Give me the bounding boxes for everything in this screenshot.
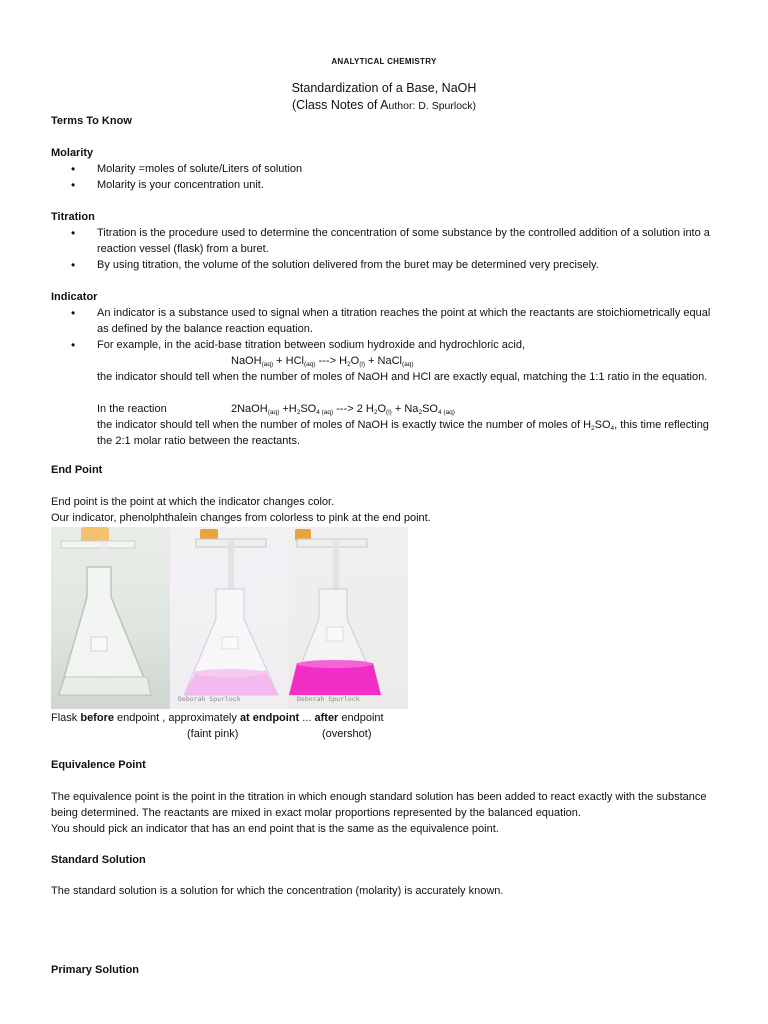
standard-para: The standard solution is a solution for which the concentration (molarity) is accurately known.	[51, 885, 504, 897]
photo-watermark: Deborah Spurlock	[178, 695, 241, 703]
molarity-heading: Molarity	[51, 147, 94, 159]
indicator-para-2	[51, 417, 721, 449]
eq-sub: (aq)	[304, 361, 316, 368]
end-point-line-1: End point is the point at which the indicator changes color.	[51, 496, 335, 508]
list-item: • Molarity is your concentration unit.	[51, 177, 721, 193]
caption-text: endpoint	[338, 712, 384, 724]
reaction-line	[51, 401, 721, 417]
standard-heading: Standard Solution	[51, 854, 146, 866]
caption-text: endpoint , approximately	[113, 712, 240, 724]
caption-bold: before	[80, 712, 114, 724]
caption-bold: at endpoint	[239, 712, 300, 724]
eq-sub: (aq)	[267, 409, 280, 416]
eq-sub: 2	[347, 361, 351, 368]
para-sub: 2	[591, 425, 595, 432]
flask-photo-strip	[51, 527, 408, 709]
flask-bright-pink-illustration	[289, 527, 408, 709]
equivalence-line-2: You should pick an indicator that has an end point that is the same as the equivalence point.	[51, 823, 499, 835]
para-text: SO	[594, 419, 611, 431]
primary-heading: Primary Solution	[51, 964, 140, 976]
photo-caption	[51, 710, 721, 726]
list-item: • Titration is the procedure used to determine the concentration of some substance by the controlled addition of a solution into a reaction vessel (flask) from a buret.	[51, 225, 721, 257]
end-point-heading: End Point	[51, 464, 103, 476]
flask-faint-pink-photo	[170, 527, 289, 709]
indicator-para-1: the indicator should tell when the number of moles of NaOH and HCl are exactly equal, matching the 1:1 ratio in the equation.	[97, 371, 708, 383]
terms-heading: Terms To Know	[51, 115, 132, 127]
equation-naoh-hcl	[51, 353, 721, 369]
flask-faint-pink-illustration	[170, 527, 289, 709]
molarity-list	[51, 161, 721, 193]
equivalence-heading: Equivalence Point	[51, 759, 146, 771]
flask-clear-illustration	[51, 527, 170, 709]
eq-term: SO	[422, 403, 438, 415]
list-item: • For example, in the acid-base titration between sodium hydroxide and hydrochloric acid,	[51, 337, 721, 353]
eq-sub: (l)	[359, 361, 366, 368]
eq-term: O	[377, 403, 387, 415]
eq-term: 2NaOH	[231, 403, 268, 415]
list-item: • By using titration, the volume of the solution delivered from the buret may be determined very precisely.	[51, 257, 721, 273]
eq-term: + NaCl	[365, 355, 403, 367]
equivalence-para: The equivalence point is the point in the titration in which enough standard solution has been added to react exactly with the substance being determined. The reactants are mixed in exact molar proportions represented by the balanced equation.	[51, 791, 707, 819]
eq-sub: (aq)	[261, 361, 274, 368]
flask-before-photo	[51, 527, 170, 709]
photo-watermark: Deborah Spurlock	[297, 695, 360, 703]
subtitle-prefix: (Class Notes of A	[291, 98, 389, 112]
eq-sub: (l)	[386, 409, 392, 416]
titration-heading: Titration	[51, 211, 95, 223]
eq-sub: 2	[418, 409, 423, 416]
caption-bold: after	[314, 712, 339, 724]
subtitle-author: uthor: D. Spurlock)	[388, 100, 477, 112]
caption-text: ...	[299, 712, 315, 724]
eq-term: ---> H	[315, 355, 348, 367]
eq-term: + Na	[391, 403, 419, 415]
flask-overshot-photo	[289, 527, 408, 709]
eq-term: +H	[279, 403, 297, 415]
course-kicker: ANALYTICAL CHEMISTRY	[331, 57, 437, 66]
indicator-heading: Indicator	[51, 291, 98, 303]
caption-overshot: (overshot)	[322, 728, 372, 740]
eq-sub: (aq)	[402, 361, 414, 368]
caption-faint-pink: (faint pink)	[187, 728, 239, 740]
para-sub: 4	[610, 425, 615, 432]
eq-term: NaOH	[231, 355, 262, 367]
titration-list	[51, 225, 721, 273]
eq-term: ---> 2 H	[333, 403, 374, 415]
para-text: the indicator should tell when the number of moles of NaOH is exactly twice the number of moles of H	[97, 419, 592, 431]
eq-sub: 2	[373, 409, 378, 416]
end-point-line-2: Our indicator, phenolphthalein changes from colorless to pink at the end point.	[51, 512, 431, 524]
list-item: • Molarity =moles of solute/Liters of solution	[51, 161, 721, 177]
list-item: • An indicator is a substance used to signal when a titration reaches the point at which the reactants are stoichiometrically equal as defined by the balance reaction equation.	[51, 305, 721, 337]
eq-term: SO	[300, 403, 317, 415]
indicator-list	[51, 305, 721, 353]
para-text: , this time reflecting the 2:1 molar ratio between the reactants.	[97, 419, 709, 447]
reaction-label: In the reaction	[97, 403, 167, 415]
page-title: Standardization of a Base, NaOH	[291, 81, 477, 95]
eq-sub: 2	[296, 409, 301, 416]
eq-term: + HCl	[273, 355, 304, 367]
eq-term: O	[350, 355, 360, 367]
eq-sub: 4 (aq)	[437, 409, 455, 416]
eq-sub: 4 (aq)	[316, 409, 334, 416]
caption-text: Flask	[51, 712, 81, 724]
